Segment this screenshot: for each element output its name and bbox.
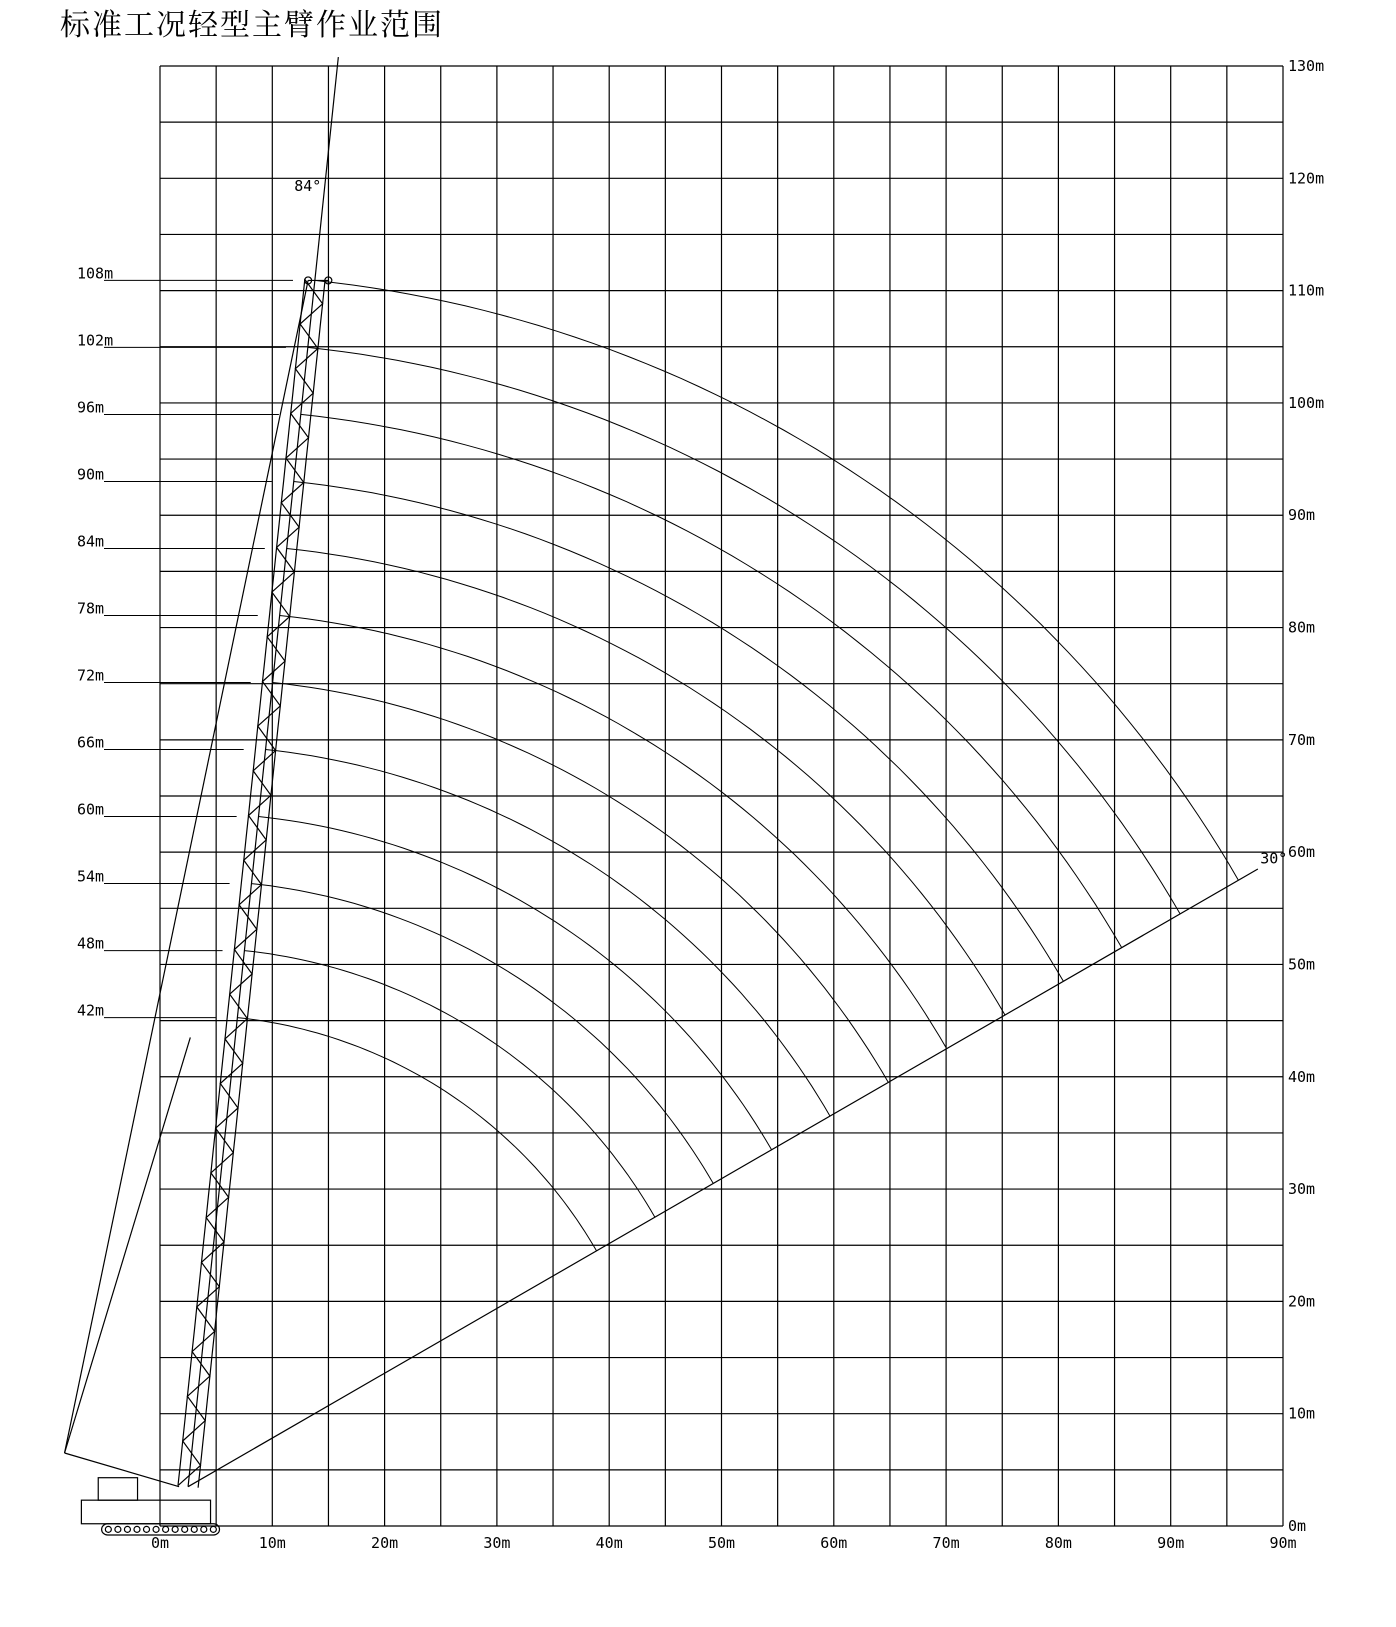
radius-arc — [294, 482, 1064, 982]
crane-body — [81, 1500, 210, 1524]
radius-arc — [244, 951, 655, 1218]
y-tick-label: 100m — [1288, 393, 1325, 412]
y-tick-label: 70m — [1288, 730, 1316, 749]
boom-length-label: 108m — [77, 264, 114, 283]
y-tick-label: 10m — [1288, 1404, 1316, 1423]
y-tick-label: 90m — [1288, 506, 1316, 525]
track-roller — [124, 1526, 130, 1532]
boom-length-label: 60m — [77, 800, 105, 819]
boom-length-leaders — [77, 264, 293, 1019]
boom-length-label: 90m — [77, 465, 105, 484]
radius-arc — [259, 817, 772, 1150]
y-tick-label: 130m — [1288, 57, 1325, 75]
track-roller — [105, 1526, 111, 1532]
max-angle-label: 84° — [294, 177, 322, 196]
y-tick-label: 30m — [1288, 1180, 1316, 1199]
radius-arc — [301, 414, 1122, 947]
track-roller — [182, 1526, 188, 1532]
radius-arc — [315, 280, 1239, 880]
y-tick-label: 120m — [1288, 169, 1325, 188]
boom-lacing — [178, 279, 323, 1485]
grid — [160, 66, 1283, 1526]
track-roller — [191, 1526, 197, 1532]
x-tick-label: 80m — [1044, 1534, 1072, 1552]
boom-length-label: 84m — [77, 532, 105, 551]
x-tick-label: 90m — [1157, 1534, 1185, 1552]
track-roller — [172, 1526, 178, 1532]
y-tick-label: 80m — [1288, 618, 1316, 637]
x-tick-label: 0m — [150, 1534, 170, 1552]
track-roller — [134, 1526, 140, 1532]
x-tick-label: 10m — [258, 1534, 286, 1552]
boom-length-label: 72m — [77, 666, 105, 685]
x-tick-label: 40m — [595, 1534, 623, 1552]
track-roller — [144, 1526, 150, 1532]
track-roller — [153, 1526, 159, 1532]
radius-arc — [280, 616, 947, 1049]
y-tick-label: 40m — [1288, 1067, 1316, 1086]
radius-arc — [287, 549, 1005, 1016]
y-tick-label: 110m — [1288, 281, 1325, 300]
track-roller — [201, 1526, 207, 1532]
x-tick-label: 60m — [820, 1534, 848, 1552]
working-radius-arcs — [237, 280, 1238, 1250]
y-tick-label: 20m — [1288, 1292, 1316, 1311]
radius-arc — [237, 1018, 596, 1251]
x-tick-label: 50m — [707, 1534, 736, 1552]
radius-arc — [273, 683, 889, 1083]
counterweight — [98, 1478, 137, 1500]
track-roller — [210, 1526, 216, 1532]
boom-chord-left — [178, 279, 305, 1485]
boom-length-label: 78m — [77, 599, 105, 618]
x-tick-label: 90m — [1269, 1534, 1297, 1552]
boom-length-label: 102m — [77, 331, 114, 350]
track-roller — [163, 1526, 169, 1532]
y-tick-label: 60m — [1288, 843, 1316, 862]
y-tick-label: 0m — [1288, 1517, 1307, 1535]
min-angle-label: 30° — [1260, 849, 1288, 868]
x-axis-ticks — [151, 1534, 1297, 1552]
min-angle-line — [188, 869, 1258, 1487]
boom-length-label: 48m — [77, 934, 105, 953]
radius-arc — [266, 750, 831, 1117]
y-axis-ticks — [1288, 57, 1324, 1535]
track-roller — [115, 1526, 121, 1532]
angle-labels — [294, 177, 1287, 868]
boom-length-label: 54m — [77, 867, 105, 886]
boom-length-label: 42m — [77, 1001, 105, 1020]
radius-arc — [308, 347, 1180, 914]
x-tick-label: 20m — [371, 1534, 399, 1552]
y-tick-label: 50m — [1288, 955, 1316, 974]
page-title: 标准工况轻型主臂作业范围 — [60, 8, 444, 43]
boom-length-label: 96m — [77, 398, 105, 417]
boom-length-label: 66m — [77, 733, 105, 752]
x-tick-label: 30m — [483, 1534, 511, 1552]
max-angle-line — [188, 57, 338, 1487]
x-tick-label: 70m — [932, 1534, 960, 1552]
